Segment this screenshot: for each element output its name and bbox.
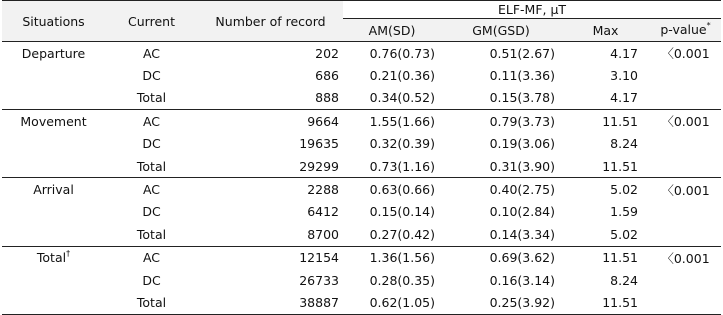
cell-current: Total <box>105 223 198 246</box>
cell-current: Total <box>105 291 198 314</box>
cell-situation <box>2 110 105 133</box>
cell-situation <box>2 269 105 291</box>
cell-max: 11.51 <box>602 250 638 266</box>
situation-label: Movement <box>20 113 87 129</box>
table-row <box>2 87 721 110</box>
cell-current: AC <box>142 113 161 129</box>
cell-max: 8.24 <box>610 136 638 152</box>
cell-number-of-record: 202 <box>315 45 339 61</box>
table-row <box>2 246 721 269</box>
cell-number-of-record: 6412 <box>307 204 339 220</box>
cell-am-sd: 0.32(0.39) <box>369 136 435 152</box>
table-row <box>2 291 721 314</box>
cell-am-sd: 0.73(1.16) <box>343 155 441 178</box>
cell-current: AC <box>142 250 161 266</box>
elf-mf-table <box>2 0 721 315</box>
cell-situation <box>2 291 105 314</box>
cell-gm-gsd: 0.14(3.34) <box>441 223 561 246</box>
cell-p-value: 〈0.001 <box>661 250 710 266</box>
cell-number-of-record: 686 <box>315 68 339 84</box>
cell-gm-gsd: 0.51(2.67) <box>489 45 555 61</box>
cell-max: 3.10 <box>610 68 638 84</box>
cell-p-value <box>650 291 721 314</box>
cell-gm-gsd: 0.40(2.75) <box>489 182 555 198</box>
cell-number-of-record: 9664 <box>307 113 339 129</box>
cell-situation <box>2 246 105 269</box>
cell-situation <box>2 87 105 110</box>
cell-am-sd: 1.55(1.66) <box>369 113 435 129</box>
header-p-value-label: p-value <box>660 22 707 38</box>
cell-gm-gsd: 0.25(3.92) <box>441 291 561 314</box>
header-situations: Situations <box>2 1 105 42</box>
cell-number-of-record: 8700 <box>198 223 343 246</box>
header-p-value <box>650 19 721 42</box>
cell-current: Total <box>105 155 198 178</box>
cell-p-value <box>650 201 721 223</box>
cell-am-sd: 0.15(0.14) <box>369 204 435 220</box>
table-row <box>2 178 721 201</box>
cell-gm-gsd: 0.19(3.06) <box>489 136 555 152</box>
cell-am-sd: 0.63(0.66) <box>369 182 435 198</box>
cell-max: 11.51 <box>561 155 650 178</box>
cell-am-sd: 0.62(1.05) <box>343 291 441 314</box>
cell-max: 8.24 <box>610 272 638 288</box>
cell-max: 11.51 <box>561 291 650 314</box>
cell-number-of-record: 29299 <box>198 155 343 178</box>
cell-gm-gsd: 0.79(3.73) <box>489 113 555 129</box>
cell-current: DC <box>142 136 161 152</box>
cell-am-sd: 0.27(0.42) <box>343 223 441 246</box>
cell-max: 4.17 <box>561 87 650 110</box>
cell-situation <box>2 223 105 246</box>
header-elf-mf-group: ELF-MF, μT <box>343 1 721 19</box>
cell-gm-gsd: 0.31(3.90) <box>441 155 561 178</box>
cell-p-value <box>650 223 721 246</box>
table-row <box>2 155 721 178</box>
cell-situation <box>2 178 105 201</box>
elf-mf-table-container <box>2 0 721 315</box>
cell-current: AC <box>142 182 161 198</box>
situation-label: Departure <box>21 45 86 61</box>
header-current: Current <box>105 1 198 42</box>
cell-gm-gsd: 0.69(3.62) <box>489 250 555 266</box>
cell-am-sd: 0.28(0.35) <box>369 272 435 288</box>
cell-gm-gsd: 0.15(3.78) <box>441 87 561 110</box>
cell-number-of-record: 38887 <box>198 291 343 314</box>
header-gm-gsd: GM(GSD) <box>441 19 561 42</box>
table-row <box>2 133 721 155</box>
cell-p-value: 〈0.001 <box>661 182 710 198</box>
cell-max: 5.02 <box>561 223 650 246</box>
cell-p-value: 〈0.001 <box>661 46 710 62</box>
table-row <box>2 223 721 246</box>
cell-situation <box>2 155 105 178</box>
cell-number-of-record: 26733 <box>299 272 339 288</box>
cell-gm-gsd: 0.16(3.14) <box>489 272 555 288</box>
cell-current: DC <box>142 204 161 220</box>
cell-am-sd: 0.34(0.52) <box>343 87 441 110</box>
header-p-value-mark: * <box>706 21 711 31</box>
situation-label: Total <box>36 250 67 266</box>
cell-situation <box>2 133 105 155</box>
table-header <box>2 1 721 42</box>
table-body <box>2 42 721 315</box>
cell-gm-gsd: 0.11(3.36) <box>489 68 555 84</box>
cell-situation <box>2 64 105 86</box>
table-row <box>2 269 721 291</box>
situation-footnote-mark: † <box>66 249 71 259</box>
cell-situation <box>2 201 105 223</box>
cell-current: DC <box>142 272 161 288</box>
header-number-of-record: Number of record <box>198 1 343 42</box>
cell-max: 1.59 <box>610 204 638 220</box>
cell-p-value <box>650 155 721 178</box>
cell-p-value <box>650 87 721 110</box>
cell-current: Total <box>105 87 198 110</box>
cell-situation <box>2 42 105 65</box>
cell-number-of-record: 19635 <box>299 136 339 152</box>
cell-p-value: 〈0.001 <box>661 114 710 130</box>
cell-p-value <box>650 133 721 155</box>
cell-current: DC <box>142 68 161 84</box>
cell-number-of-record: 12154 <box>299 250 339 266</box>
cell-max: 4.17 <box>610 45 638 61</box>
table-row <box>2 64 721 86</box>
cell-am-sd: 1.36(1.56) <box>369 250 435 266</box>
header-am-sd: AM(SD) <box>343 19 441 42</box>
cell-p-value <box>650 64 721 86</box>
cell-max: 11.51 <box>602 113 638 129</box>
situation-label: Arrival <box>33 182 74 198</box>
table-row <box>2 201 721 223</box>
table-row <box>2 110 721 133</box>
cell-am-sd: 0.21(0.36) <box>369 68 435 84</box>
cell-am-sd: 0.76(0.73) <box>369 45 435 61</box>
cell-number-of-record: 888 <box>198 87 343 110</box>
header-max: Max <box>561 19 650 42</box>
cell-max: 5.02 <box>610 182 638 198</box>
cell-current: AC <box>142 45 161 61</box>
cell-p-value <box>650 269 721 291</box>
cell-number-of-record: 2288 <box>307 182 339 198</box>
cell-gm-gsd: 0.10(2.84) <box>489 204 555 220</box>
table-row <box>2 42 721 65</box>
